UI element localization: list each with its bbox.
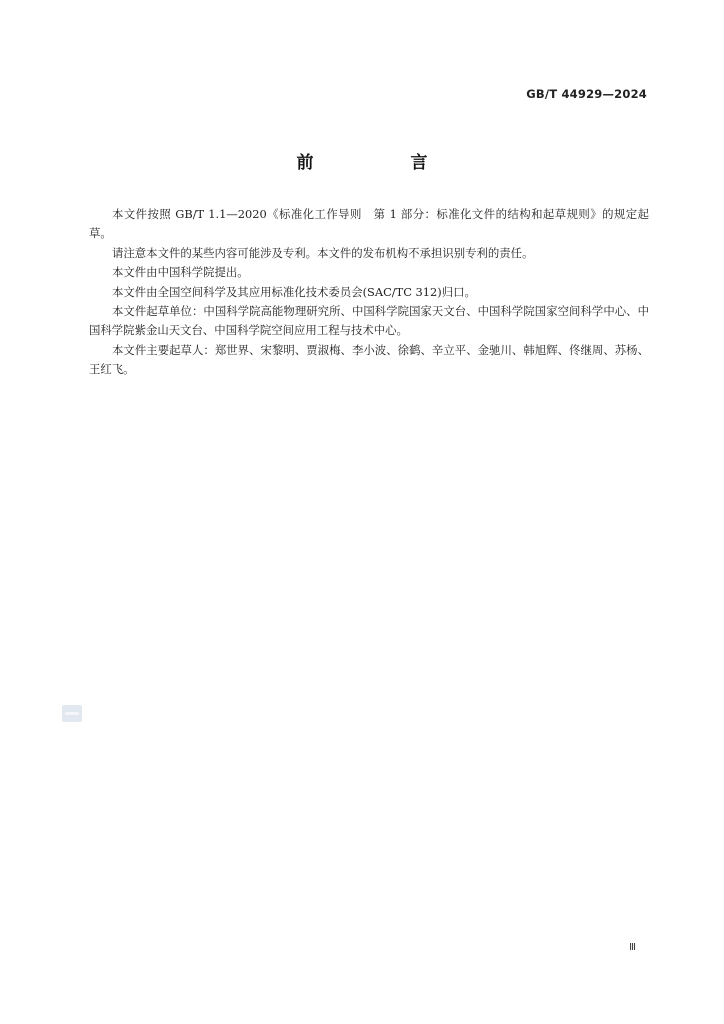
standard-code: GB/T 44929—2024 — [526, 87, 647, 101]
watermark-icon — [62, 705, 82, 722]
paragraph-proposer: 本文件由中国科学院提出。 — [112, 265, 249, 280]
paragraph-drafting-rules: 本文件按照 GB/T 1.1—2020《标准化工作导则 第 1 部分：标准化文件的结构和起草规则》的规定起草。 — [89, 207, 649, 241]
paragraph-committee: 本文件由全国空间科学及其应用标准化技术委员会(SAC/TC 312)归口。 — [112, 284, 476, 299]
paragraph-patent-notice: 请注意本文件的某些内容可能涉及专利。本文件的发布机构不承担识别专利的责任。 — [112, 245, 534, 260]
foreword-body — [89, 205, 649, 380]
paragraph-drafting-units: 本文件起草单位：中国科学院高能物理研究所、中国科学院国家天文台、中国科学院国家空间科学中心、中国科学院紫金山天文台、中国科学院空间应用工程与技术中心。 — [89, 304, 649, 338]
page-number: Ⅲ — [629, 942, 636, 953]
page-title: 前 言 — [296, 153, 468, 173]
paragraph-drafters: 本文件主要起草人：郑世界、宋黎明、贾淑梅、李小波、徐鹤、辛立平、金驰川、韩旭辉、佟继周、苏杨、王红飞。 — [89, 342, 649, 377]
